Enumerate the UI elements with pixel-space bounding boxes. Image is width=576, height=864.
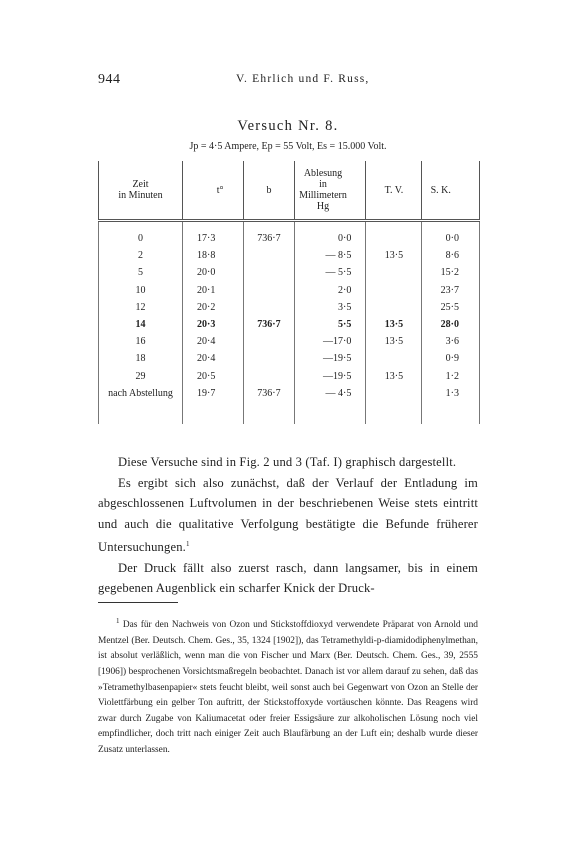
- experiment-title: Versuch Nr. 8.: [237, 118, 339, 134]
- table-cell: [366, 299, 422, 316]
- data-table: [98, 161, 480, 424]
- table-cell: 5·5: [294, 316, 366, 333]
- table-row: [99, 333, 480, 350]
- table-cell: 15·2: [422, 264, 480, 281]
- data-table-wrapper: [98, 161, 480, 424]
- table-cell: — 5·5: [294, 264, 366, 281]
- paragraph-3: Der Druck fällt also zuerst rasch, dann langsamer, bis in einem gegebenen Augenblick ein scharfer Knick der Druck-: [98, 560, 478, 596]
- table-row: [99, 385, 480, 402]
- table-cell: nach Abstellung: [99, 385, 183, 402]
- table-cell: 14: [99, 316, 183, 333]
- table-cell: 20·1: [183, 282, 244, 299]
- table-cell: 0: [99, 221, 183, 248]
- paragraph-2: [98, 473, 478, 558]
- table-row: [99, 264, 480, 281]
- table-cell: 18·8: [183, 247, 244, 264]
- table-cell: 2: [99, 247, 183, 264]
- table-cell: [366, 264, 422, 281]
- table-cell: [366, 221, 422, 248]
- table-cell: 12: [99, 299, 183, 316]
- table-cell: 10: [99, 282, 183, 299]
- header-zeit: Zeit in Minuten: [99, 161, 183, 221]
- header-temperature: t°: [183, 161, 244, 221]
- paragraph-1: Diese Versuche sind in Fig. 2 und 3 (Taf. I) graphisch dargestellt.: [118, 455, 457, 469]
- table-cell: 736·7: [244, 221, 294, 248]
- table-body: [99, 221, 480, 425]
- table-row: [99, 368, 480, 385]
- table-cell: 29: [99, 368, 183, 385]
- table-cell: 20·5: [183, 368, 244, 385]
- table-row: [99, 350, 480, 367]
- table-cell: 13·5: [366, 368, 422, 385]
- table-row: [99, 282, 480, 299]
- table-row: [99, 316, 480, 333]
- table-cell: 1·2: [422, 368, 480, 385]
- table-cell: [244, 282, 294, 299]
- body-text: [98, 452, 478, 599]
- table-cell: 13·5: [366, 316, 422, 333]
- table-row: [99, 299, 480, 316]
- header-ablesung: Ablesung in Millimetern Hg: [294, 161, 366, 221]
- table-cell: 23·7: [422, 282, 480, 299]
- table-padding-row: [99, 402, 480, 424]
- table-cell: 20·2: [183, 299, 244, 316]
- table-cell: [244, 247, 294, 264]
- footnote-marker: 1: [116, 617, 120, 625]
- header-tv: T. V.: [366, 161, 422, 221]
- table-cell: [244, 264, 294, 281]
- paragraph-2-text: Es ergibt sich also zunächst, daß der Verlauf der Entladung im abgeschlossenen Luftvolumen in der beschriebenen Weise stets eintritt und auch die qualitative Verfolgung bestätigte die Befunde früherer Untersuchungen.: [98, 475, 478, 555]
- table-cell: 736·7: [244, 385, 294, 402]
- table-cell: 19·7: [183, 385, 244, 402]
- table-cell: 3·5: [294, 299, 366, 316]
- table-cell: —19·5: [294, 368, 366, 385]
- footnote-text: Das für den Nachweis von Ozon und Stickstoffdioxyd verwendete Präparat von Arnold und Mentzel (Ber. Deutsch. Chem. Ges., 35, 1324 [1902]), das Tetramethyldi-p-diamidodiphenylmethan, ist absolut verläßlich, wenn man die von Fischer und Marx (Ber. Deutsch. Chem. Ges., 39, 2555 [1906]) besprochenen Vorsichtsmaßregeln beobachtet. Danach ist vor allem darauf zu sehen, daß das »Tetramethylbasenpapier« stets feucht bleibt, weil sonst auch bei Gegenwart von Ozon an Stelle der Violettfärbung ein gelber Ton auftritt, der Stickstoffoxyde vortäuschen könnte. Das Reagens wird zwar durch Zugabe von Kaliumacetat oder freier Essigsäure zur alkoholischen Lösung noch viel empfindlicher, doch tritt nach einiger Zeit auch Blaufärbung an der Luft ein; deshalb wurde dieser Zusatz unterlassen.: [98, 620, 478, 755]
- experiment-params: Jp = 4·5 Ampere, Ep = 55 Volt, Es = 15.000 Volt.: [189, 141, 387, 152]
- table-cell: 17·3: [183, 221, 244, 248]
- footnote-ref: 1: [185, 540, 190, 548]
- table-row: [99, 221, 480, 248]
- table-cell: 20·4: [183, 350, 244, 367]
- table-cell: 1·3: [422, 385, 480, 402]
- table-cell: [366, 385, 422, 402]
- table-cell: — 4·5: [294, 385, 366, 402]
- table-cell: 0·0: [294, 221, 366, 248]
- table-cell: 0·0: [422, 221, 480, 248]
- table-cell: 20·0: [183, 264, 244, 281]
- table-cell: [366, 282, 422, 299]
- header-sk: S. K.: [422, 161, 480, 221]
- table-cell: 2·0: [294, 282, 366, 299]
- table-cell: [366, 350, 422, 367]
- header-b: b: [244, 161, 294, 221]
- table-cell: 3·6: [422, 333, 480, 350]
- footnote-rule: [98, 602, 178, 603]
- table-cell: [244, 368, 294, 385]
- table-cell: 13·5: [366, 247, 422, 264]
- table-cell: — 8·5: [294, 247, 366, 264]
- table-cell: [244, 299, 294, 316]
- page-number: 944: [98, 72, 121, 87]
- table-cell: 8·6: [422, 247, 480, 264]
- table-cell: 16: [99, 333, 183, 350]
- table-cell: —19·5: [294, 350, 366, 367]
- table-cell: 28·0: [422, 316, 480, 333]
- table-row: [99, 247, 480, 264]
- table-cell: 13·5: [366, 333, 422, 350]
- footnote: [98, 614, 478, 758]
- table-cell: [244, 333, 294, 350]
- table-cell: 25·5: [422, 299, 480, 316]
- table-cell: 736·7: [244, 316, 294, 333]
- running-head: V. Ehrlich und F. Russ,: [236, 73, 370, 85]
- table-cell: 0·9: [422, 350, 480, 367]
- table-cell: 18: [99, 350, 183, 367]
- table-cell: 5: [99, 264, 183, 281]
- table-cell: —17·0: [294, 333, 366, 350]
- table-cell: [244, 350, 294, 367]
- table-cell: 20·4: [183, 333, 244, 350]
- table-cell: 20·3: [183, 316, 244, 333]
